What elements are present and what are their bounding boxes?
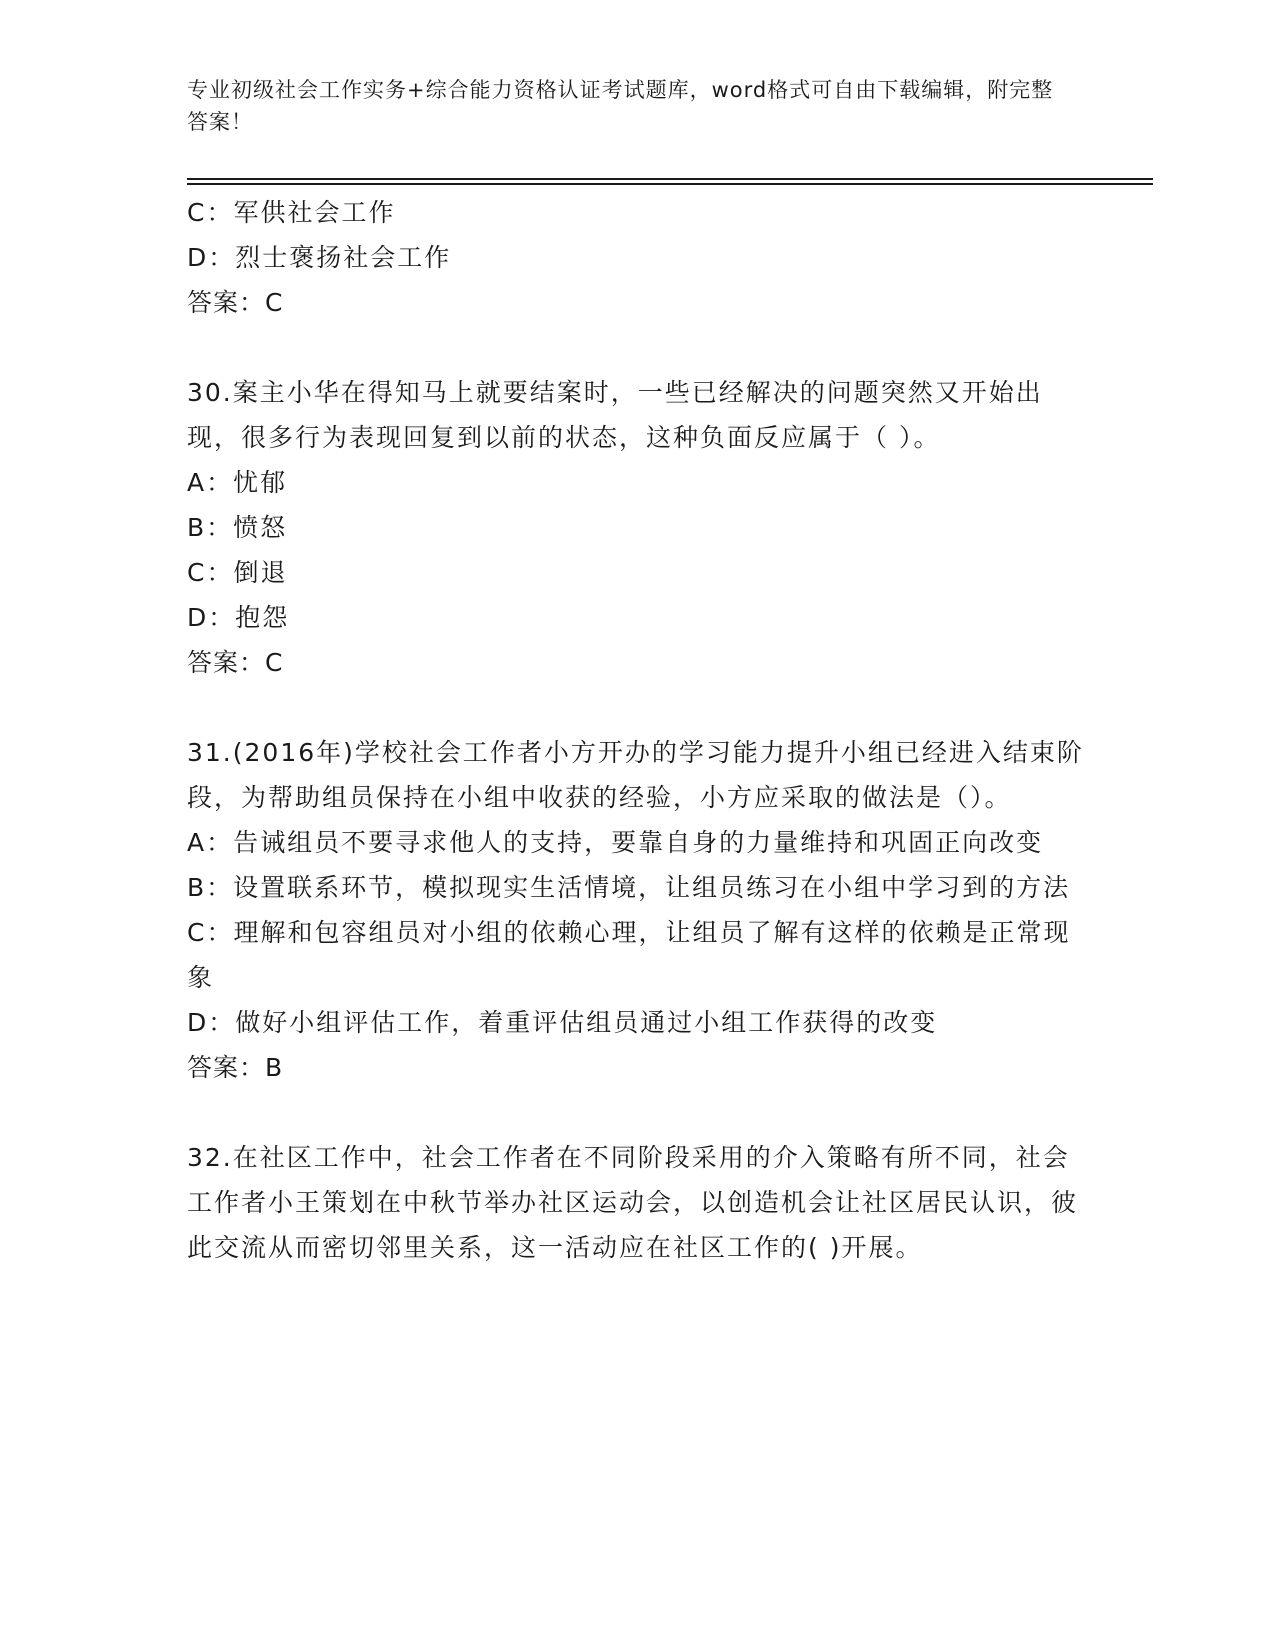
option-b: B：愤怒 xyxy=(187,513,288,542)
option-a: A：忧郁 xyxy=(187,468,288,497)
question-30-stem: 30.案主小华在得知马上就要结案时，一些已经解决的问题突然又开始出现，很多行为表现回复到以前的状态，这种负面反应属于（ ）。 xyxy=(187,378,1043,452)
option-a: A：告诫组员不要寻求他人的支持，要靠自身的力量维持和巩固正向改变 xyxy=(187,828,1044,857)
answer-line: 答案：B xyxy=(187,1053,284,1082)
option-c: C：军供社会工作 xyxy=(187,198,396,227)
header-divider-line xyxy=(187,178,1153,180)
option-b: B：设置联系环节，模拟现实生活情境，让组员练习在小组中学习到的方法 xyxy=(187,873,1071,902)
option-d: D：抱怨 xyxy=(187,603,290,632)
answer-line: 答案：C xyxy=(187,288,284,317)
question-32-stem: 32.在社区工作中，社会工作者在不同阶段采用的介入策略有所不同，社会工作者小王策划在中秋节举办社区运动会，以创造机会让社区居民认识，彼此交流从而密切邻里关系，这一活动应在社区工作的( )开展。 xyxy=(187,1143,1079,1262)
page-header: 专业初级社会工作实务+综合能力资格认证考试题库，word格式可自由下载编辑，附完整答案！ xyxy=(187,78,1054,134)
option-d: D：做好小组评估工作，着重评估组员通过小组工作获得的改变 xyxy=(187,1008,938,1037)
header-divider-line-2 xyxy=(187,183,1153,185)
option-c: C：理解和包容组员对小组的依赖心理，让组员了解有这样的依赖是正常现象 xyxy=(187,918,1071,992)
option-d: D：烈士褒扬社会工作 xyxy=(187,243,452,272)
option-c: C：倒退 xyxy=(187,558,288,587)
question-content xyxy=(187,190,1087,1270)
answer-line: 答案：C xyxy=(187,648,284,677)
question-31-stem: 31.(2016年)学校社会工作者小方开办的学习能力提升小组已经进入结束阶段，为帮助组员保持在小组中收获的经验，小方应采取的做法是（）。 xyxy=(187,738,1084,812)
